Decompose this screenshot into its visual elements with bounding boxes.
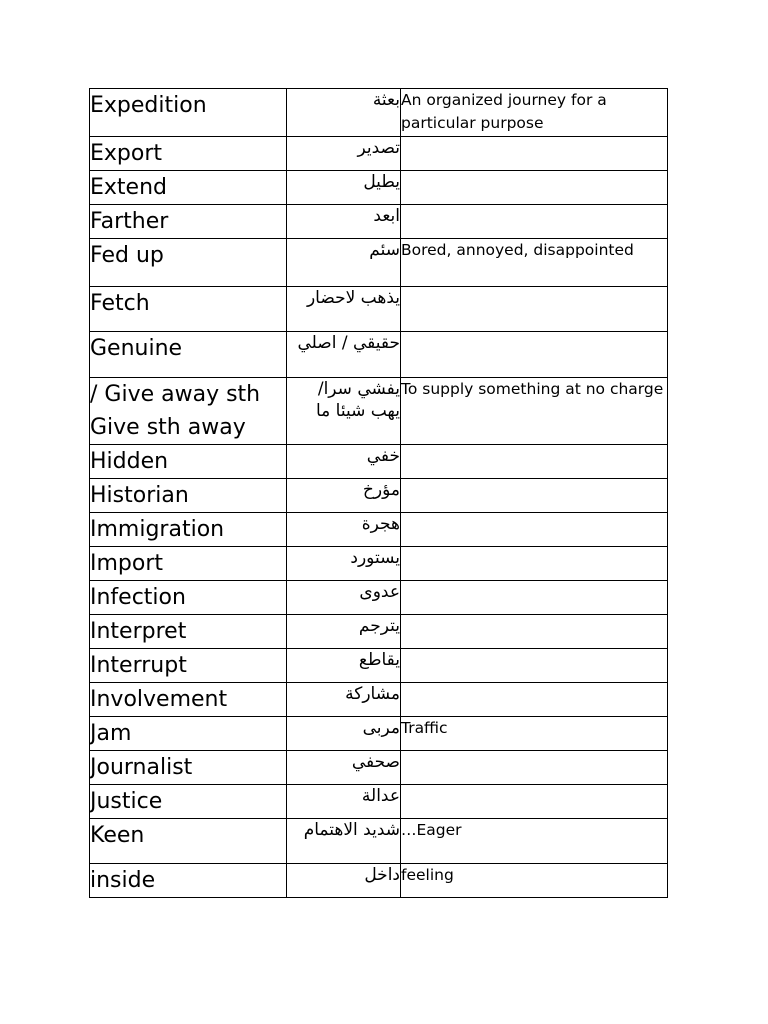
- table-row: [90, 649, 668, 683]
- english-word: Fed up: [90, 239, 287, 287]
- definition: [401, 445, 668, 479]
- definition: …Eager: [401, 819, 668, 864]
- english-word: Justice: [90, 785, 287, 819]
- definition: [401, 332, 668, 378]
- english-word: Keen: [90, 819, 287, 864]
- definition: [401, 785, 668, 819]
- arabic-translation: خفي: [287, 445, 401, 479]
- english-word: Journalist: [90, 751, 287, 785]
- english-word: Extend: [90, 171, 287, 205]
- arabic-translation: صحفي: [287, 751, 401, 785]
- english-word-line: Give sth away: [90, 415, 246, 440]
- arabic-translation: تصدير: [287, 137, 401, 171]
- definition: [401, 287, 668, 332]
- table-row: [90, 683, 668, 717]
- arabic-translation: يذهب لاحضار: [287, 287, 401, 332]
- definition: [401, 513, 668, 547]
- arabic-translation: عدوى: [287, 581, 401, 615]
- english-word: Import: [90, 547, 287, 581]
- english-word: Infection: [90, 581, 287, 615]
- english-word: Interrupt: [90, 649, 287, 683]
- english-word: Export: [90, 137, 287, 171]
- arabic-translation: يفشي سرا/ يهب شيئا ما: [287, 378, 401, 445]
- arabic-translation: داخل: [287, 864, 401, 898]
- table-row: [90, 287, 668, 332]
- table-row: [90, 445, 668, 479]
- table-row: [90, 864, 668, 898]
- table-row: [90, 332, 668, 378]
- table-row: [90, 89, 668, 137]
- english-word: Immigration: [90, 513, 287, 547]
- english-word: Involvement: [90, 683, 287, 717]
- arabic-translation: يترجم: [287, 615, 401, 649]
- arabic-translation: شديد الاهتمام: [287, 819, 401, 864]
- english-word: Hidden: [90, 445, 287, 479]
- arabic-translation: ابعد: [287, 205, 401, 239]
- definition: An organized journey for a particular purpose: [401, 89, 668, 137]
- table-row: [90, 785, 668, 819]
- arabic-translation: يقاطع: [287, 649, 401, 683]
- definition: feeling: [401, 864, 668, 898]
- table-row: [90, 171, 668, 205]
- definition: [401, 137, 668, 171]
- definition: [401, 205, 668, 239]
- definition: [401, 649, 668, 683]
- arabic-translation: حقيقي / اصلي: [287, 332, 401, 378]
- definition: [401, 171, 668, 205]
- table-row: [90, 137, 668, 171]
- table-row: [90, 751, 668, 785]
- arabic-translation: مربى: [287, 717, 401, 751]
- english-word: inside: [90, 864, 287, 898]
- arabic-translation: مشاركة: [287, 683, 401, 717]
- table-row: [90, 479, 668, 513]
- definition: To supply something at no charge: [401, 378, 668, 445]
- vocabulary-table: [89, 88, 668, 898]
- definition: Bored, annoyed, disappointed: [401, 239, 668, 287]
- definition: [401, 751, 668, 785]
- definition: [401, 615, 668, 649]
- arabic-translation: يطيل: [287, 171, 401, 205]
- english-word: Fetch: [90, 287, 287, 332]
- table-row: [90, 819, 668, 864]
- table-row: [90, 547, 668, 581]
- arabic-translation: يستورد: [287, 547, 401, 581]
- table-row: [90, 239, 668, 287]
- english-word: Jam: [90, 717, 287, 751]
- table-row: [90, 378, 668, 445]
- english-word: Genuine: [90, 332, 287, 378]
- arabic-translation: سئم: [287, 239, 401, 287]
- arabic-translation: عدالة: [287, 785, 401, 819]
- definition: [401, 547, 668, 581]
- definition: [401, 581, 668, 615]
- arabic-translation: بعثة: [287, 89, 401, 137]
- definition: [401, 479, 668, 513]
- english-word: Farther: [90, 205, 287, 239]
- table-row: [90, 513, 668, 547]
- table-row: [90, 615, 668, 649]
- english-word: Expedition: [90, 89, 287, 137]
- english-word: [90, 378, 287, 445]
- table-row: [90, 581, 668, 615]
- arabic-translation: هجرة: [287, 513, 401, 547]
- english-word: Historian: [90, 479, 287, 513]
- definition: Traffic: [401, 717, 668, 751]
- definition: [401, 683, 668, 717]
- table-row: [90, 205, 668, 239]
- arabic-translation: مؤرخ: [287, 479, 401, 513]
- table-row: [90, 717, 668, 751]
- english-word-line: / Give away sth: [90, 382, 261, 407]
- english-word: Interpret: [90, 615, 287, 649]
